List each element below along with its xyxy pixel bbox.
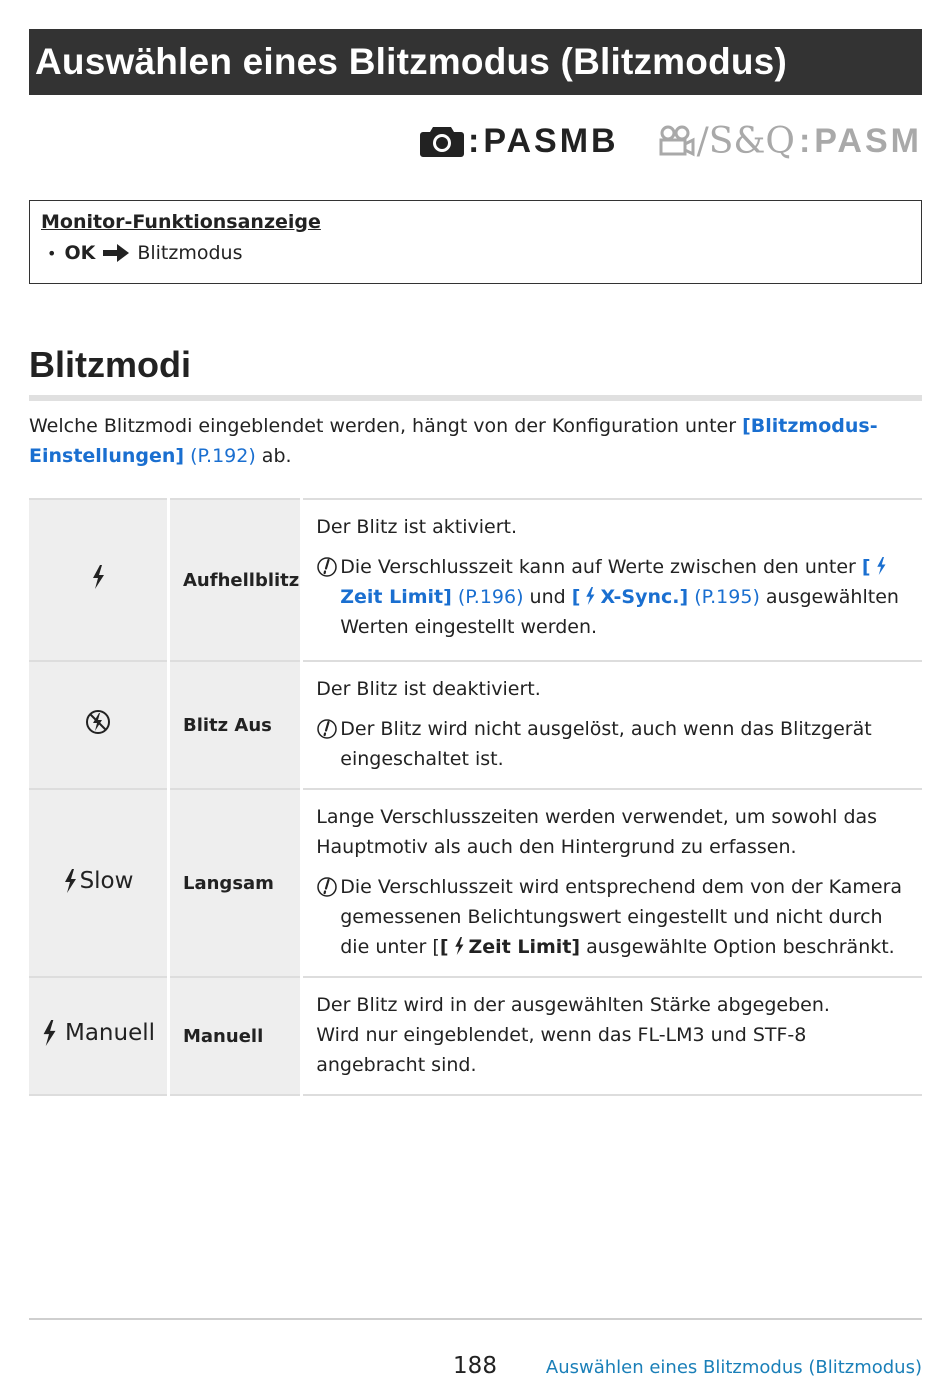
intro-text: Welche Blitzmodi eingeblendet werden, hängt von der Konfiguration unter <box>29 415 743 437</box>
note-text: und <box>523 586 572 608</box>
flash-icon <box>875 557 887 575</box>
table-row <box>29 661 922 789</box>
time-limit-label: Zeit Limit <box>468 936 572 958</box>
footer-divider <box>29 1318 922 1320</box>
page-reference-link[interactable]: (P.192) <box>190 445 256 467</box>
monitor-function-box <box>29 200 922 284</box>
note-icon <box>316 556 338 578</box>
movie-camera-icon <box>657 124 695 158</box>
photo-modes: PASMB <box>483 121 619 160</box>
x-sync-link[interactable]: [ X-Sync.] <box>571 586 689 608</box>
note-text: Der Blitz wird nicht ausgelöst, auch wenn das Blitzgerät eingeschaltet ist. <box>340 718 872 770</box>
page-title: Auswählen eines Blitzmodus (Blitzmodus) <box>29 29 922 95</box>
note: Die Verschlusszeit wird entsprechend dem von der Kamera gemessenen Belichtungswert eingestellt und nicht durch die unter [[ Zeit Limit] ausgewählte Option beschränkt. <box>316 872 912 962</box>
note <box>316 714 912 774</box>
sq-label: S&Q <box>708 120 795 162</box>
video-mode-separator: : <box>798 121 811 160</box>
table-row <box>29 789 922 977</box>
flash-modes-table <box>29 498 922 1096</box>
note-text: Die Verschlusszeit wird entsprechend dem von der Kamera gemessenen Belichtungswert eingestellt und nicht durch die unter <box>340 876 903 958</box>
mode-symbol-cell <box>29 661 169 789</box>
x-sync-label: X-Sync. <box>600 586 680 608</box>
intro-paragraph <box>29 411 909 471</box>
flash-off-icon <box>85 709 111 735</box>
page-number: 188 <box>453 1353 497 1379</box>
note <box>316 552 912 642</box>
shooting-modes <box>420 118 922 164</box>
flash-settings-link[interactable]: [Blitzmodus-Einstellungen] <box>29 415 878 467</box>
flash-icon <box>584 587 596 605</box>
ok-button-label: OK <box>64 242 96 264</box>
photo-mode-separator: : <box>467 121 480 160</box>
mode-symbol-cell <box>29 977 169 1095</box>
mode-symbol-cell <box>29 789 169 977</box>
intro-text-end: ab. <box>255 445 292 467</box>
flash-icon <box>41 1020 57 1046</box>
time-limit-link[interactable]: [Zeit Limit] <box>340 556 890 608</box>
description-text: Der Blitz ist aktiviert. <box>316 516 518 538</box>
flash-icon <box>63 869 77 893</box>
arrow-right-icon <box>103 244 129 262</box>
mode-description <box>302 977 922 1095</box>
section-heading: Blitzmodi <box>29 344 191 385</box>
monitor-target: Blitzmodus <box>137 242 243 264</box>
page-reference-link[interactable]: (P.195) <box>694 586 760 608</box>
note-text: ausgewählten Werten eingestellt werden. <box>340 586 899 638</box>
bullet: • <box>47 243 57 263</box>
flash-icon <box>91 565 105 589</box>
manual-label: Manuell <box>64 1020 156 1046</box>
mode-symbol-cell <box>29 499 169 661</box>
note-text: Die Verschlusszeit kann auf Werte zwischen den unter <box>340 556 862 578</box>
slow-label: Slow <box>79 867 134 894</box>
description-text: Wird nur eingeblendet, wenn das FL-LM3 und STF-8 angebracht sind. <box>316 1024 807 1076</box>
description-text: Der Blitz ist deaktiviert. <box>316 678 541 700</box>
mode-name: Aufhellblitz <box>169 499 302 661</box>
note-icon <box>316 876 338 898</box>
mode-description <box>302 789 922 977</box>
description-text: Der Blitz wird in der ausgewählten Stärke abgegeben. <box>316 994 830 1016</box>
note-icon <box>316 718 338 740</box>
mode-name: Manuell <box>169 977 302 1095</box>
table-row <box>29 977 922 1095</box>
time-limit-ref: [ Zeit Limit] <box>439 936 581 958</box>
video-modes: PASM <box>814 121 922 160</box>
footer-chapter-link[interactable]: Auswählen eines Blitzmodus (Blitzmodus) <box>545 1357 922 1378</box>
description-text: Lange Verschlusszeiten werden verwendet, um sowohl das Hauptmotiv als auch den Hintergrund zu erfassen. <box>316 806 878 858</box>
note-text: ausgewählte Option beschränkt. <box>580 936 895 958</box>
section-divider <box>29 395 922 401</box>
mode-slash: / <box>696 120 709 162</box>
page-reference-link[interactable]: (P.196) <box>457 586 524 608</box>
camera-icon <box>420 124 464 158</box>
monitor-heading: Monitor-Funktionsanzeige <box>41 211 321 233</box>
time-limit-label: Zeit Limit <box>340 586 444 608</box>
monitor-path <box>41 242 921 264</box>
mode-description <box>302 661 922 789</box>
table-row <box>29 499 922 661</box>
mode-name: Langsam <box>169 789 302 977</box>
flash-icon <box>453 937 465 955</box>
mode-description <box>302 499 922 661</box>
mode-name: Blitz Aus <box>169 661 302 789</box>
